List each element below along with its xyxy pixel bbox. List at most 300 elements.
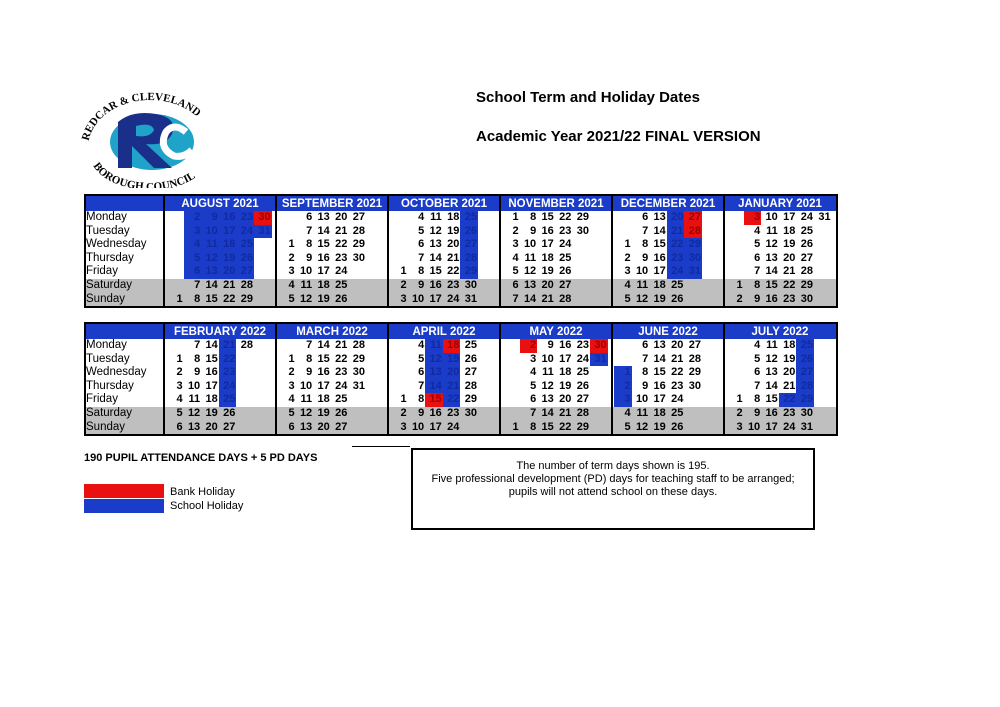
date-number: 4 [288, 393, 295, 406]
date-number: 27 [800, 366, 813, 379]
date-cell [632, 407, 650, 421]
date-number: 13 [523, 279, 537, 291]
date-number: 12 [429, 352, 442, 365]
date-cell [761, 353, 779, 367]
date-number: 14 [205, 339, 218, 351]
date-number: 29 [576, 420, 589, 433]
date-cell [649, 421, 667, 435]
note-line-3: pupils will not attend school on these days. [508, 486, 718, 498]
date-cell [614, 366, 632, 380]
date-number: 13 [765, 251, 778, 264]
date-cell [520, 238, 538, 252]
date-cell [166, 421, 184, 435]
date-cell [313, 380, 331, 394]
date-number: 20 [335, 211, 348, 223]
date-cell [443, 380, 461, 394]
date-number: 8 [754, 393, 761, 406]
date-number: 7 [306, 339, 313, 351]
date-cell [667, 211, 685, 225]
date-cell [744, 225, 762, 239]
date-number: 6 [754, 251, 761, 264]
date-number: 3 [736, 420, 743, 433]
date-number: 28 [559, 292, 572, 305]
date-cell [390, 293, 408, 307]
date-cell [313, 339, 331, 353]
date-cell [744, 380, 762, 394]
date-cell [779, 353, 797, 367]
date-cell [761, 265, 779, 279]
date-number: 23 [671, 379, 684, 392]
month-divider [387, 322, 389, 436]
date-cell [219, 265, 237, 279]
date-number: 3 [288, 265, 295, 278]
date-cell [684, 380, 702, 394]
date-number: 6 [642, 339, 649, 351]
date-cell [408, 421, 426, 435]
date-number: 18 [559, 366, 572, 379]
date-number: 21 [559, 407, 572, 419]
date-number: 13 [429, 238, 442, 251]
date-number: 18 [653, 407, 666, 419]
date-number: 22 [335, 352, 348, 365]
date-cell [236, 211, 254, 225]
date-number: 24 [559, 238, 572, 251]
date-cell [331, 393, 349, 407]
date-number: 26 [335, 292, 348, 305]
date-cell [184, 225, 202, 239]
svg-text:BOROUGH COUNCIL: BOROUGH COUNCIL [90, 160, 198, 188]
date-cell [590, 339, 608, 353]
month-divider [163, 194, 165, 308]
date-number: 26 [671, 292, 684, 305]
date-number: 7 [418, 251, 425, 264]
date-number: 14 [429, 251, 442, 264]
date-cell [520, 225, 538, 239]
date-number: 15 [653, 366, 666, 379]
date-number: 16 [429, 279, 442, 291]
date-cell [408, 225, 426, 239]
month-header: OCTOBER 2021 [388, 194, 500, 211]
date-cell [331, 225, 349, 239]
date-number: 5 [288, 407, 295, 419]
date-number: 16 [541, 224, 554, 237]
date-cell [408, 353, 426, 367]
date-number: 14 [317, 224, 330, 237]
date-cell [572, 407, 590, 421]
date-cell [744, 293, 762, 307]
date-cell [331, 279, 349, 293]
month-header: JUNE 2022 [612, 322, 724, 339]
date-cell [502, 225, 520, 239]
date-number: 12 [541, 379, 554, 392]
date-cell [744, 279, 762, 293]
date-cell [296, 293, 314, 307]
date-number: 30 [688, 379, 701, 392]
date-number: 1 [400, 393, 407, 406]
date-cell [520, 279, 538, 293]
date-cell [572, 353, 590, 367]
date-number: 21 [447, 379, 460, 392]
date-cell [331, 265, 349, 279]
date-number: 10 [747, 420, 761, 433]
month-header: JANUARY 2021 [724, 194, 836, 211]
month-divider [275, 194, 277, 308]
date-number: 23 [783, 292, 796, 305]
date-number: 30 [352, 251, 365, 264]
date-cell [331, 407, 349, 421]
date-number: 11 [766, 224, 778, 237]
date-cell [520, 407, 538, 421]
date-cell [726, 407, 744, 421]
date-cell [744, 265, 762, 279]
date-number: 18 [783, 224, 796, 237]
date-number: 11 [300, 279, 313, 291]
page-title: School Term and Holiday Dates [476, 89, 700, 106]
date-cell [331, 353, 349, 367]
date-cell [684, 339, 702, 353]
date-number: 29 [352, 352, 365, 365]
date-cell [649, 252, 667, 266]
date-cell [278, 421, 296, 435]
date-cell [555, 211, 573, 225]
date-cell [614, 238, 632, 252]
date-number: 2 [400, 407, 407, 419]
date-number: 15 [653, 238, 666, 251]
date-number: 9 [530, 224, 537, 237]
day-label-tuesday: Tuesday [86, 224, 130, 237]
date-cell [390, 407, 408, 421]
date-cell [460, 339, 478, 353]
date-number: 8 [194, 292, 201, 305]
date-cell [219, 393, 237, 407]
date-cell [590, 353, 608, 367]
date-number: 22 [559, 420, 572, 433]
date-cell [460, 211, 478, 225]
date-number: 19 [317, 292, 330, 305]
note-line-2: Five professional development (PD) days for teaching staff to be arranged; [431, 473, 795, 485]
date-number: 27 [559, 279, 572, 291]
date-number: 1 [736, 393, 743, 406]
date-number: 30 [352, 366, 365, 379]
date-cell [390, 421, 408, 435]
day-label-sunday: Sunday [84, 421, 164, 435]
date-cell [184, 252, 202, 266]
date-number: 4 [194, 238, 201, 251]
date-number: 23 [335, 366, 348, 379]
date-number: 2 [624, 251, 631, 264]
date-number: 26 [559, 265, 572, 278]
date-number: 19 [447, 352, 460, 365]
date-cell [313, 225, 331, 239]
date-number: 15 [317, 352, 330, 365]
date-number: 11 [300, 393, 313, 406]
date-cell [425, 393, 443, 407]
date-cell [254, 211, 272, 225]
date-cell [443, 279, 461, 293]
date-cell [278, 252, 296, 266]
date-cell [296, 407, 314, 421]
date-number: 23 [447, 279, 460, 291]
date-cell [443, 393, 461, 407]
date-number: 30 [576, 224, 589, 237]
date-cell [632, 211, 650, 225]
date-number: 10 [299, 265, 313, 278]
date-number: 18 [223, 238, 236, 251]
date-cell [614, 380, 632, 394]
date-number: 25 [335, 279, 348, 291]
date-number: 13 [541, 393, 554, 406]
date-cell [572, 380, 590, 394]
date-cell [555, 353, 573, 367]
date-cell [166, 353, 184, 367]
date-number: 9 [642, 251, 649, 264]
date-number: 17 [429, 420, 442, 433]
date-number: 18 [783, 339, 796, 351]
date-cell [331, 293, 349, 307]
date-number: 24 [447, 420, 460, 433]
date-number: 14 [653, 224, 666, 237]
date-number: 9 [194, 366, 201, 379]
date-cell [744, 366, 762, 380]
day-label-saturday: Saturday [84, 407, 164, 421]
date-cell [201, 252, 219, 266]
date-number: 13 [765, 366, 778, 379]
council-logo [74, 92, 224, 188]
date-cell [296, 339, 314, 353]
date-number: 15 [765, 279, 778, 291]
date-cell [425, 366, 443, 380]
date-number: 29 [352, 238, 365, 251]
date-cell [667, 252, 685, 266]
date-number: 17 [653, 393, 666, 406]
date-cell [744, 339, 762, 353]
date-number: 30 [594, 339, 607, 351]
date-cell [425, 225, 443, 239]
date-number: 22 [559, 211, 572, 223]
date-cell [460, 279, 478, 293]
date-cell [779, 380, 797, 394]
date-number: 8 [530, 211, 537, 223]
date-number: 14 [523, 292, 537, 305]
date-number: 6 [194, 265, 201, 278]
date-cell [408, 366, 426, 380]
date-number: 19 [653, 420, 666, 433]
date-cell [443, 293, 461, 307]
date-cell [408, 265, 426, 279]
date-cell [537, 339, 555, 353]
date-cell [649, 380, 667, 394]
date-number: 4 [624, 407, 631, 419]
date-number: 5 [288, 292, 295, 305]
date-number: 16 [317, 251, 330, 264]
date-number: 14 [205, 279, 218, 291]
date-number: 13 [187, 420, 201, 433]
date-cell [331, 211, 349, 225]
date-number: 21 [671, 352, 684, 365]
date-number: 30 [464, 279, 477, 291]
month-header: AUGUST 2021 [164, 194, 276, 211]
date-cell [296, 421, 314, 435]
date-cell [649, 339, 667, 353]
date-number: 5 [418, 224, 425, 237]
date-number: 14 [429, 379, 442, 392]
date-number: 1 [624, 366, 631, 379]
date-cell [520, 366, 538, 380]
date-cell [632, 421, 650, 435]
date-number: 19 [205, 407, 218, 419]
date-number: 1 [176, 352, 183, 365]
date-number: 24 [576, 352, 589, 365]
date-number: 22 [447, 265, 460, 278]
date-number: 2 [400, 279, 407, 291]
date-cell [796, 252, 814, 266]
month-divider [499, 194, 501, 308]
date-number: 15 [205, 352, 218, 365]
day-column-header [84, 322, 164, 339]
date-number: 20 [223, 265, 236, 278]
page-subtitle: Academic Year 2021/22 FINAL VERSION [476, 128, 761, 145]
date-number: 2 [736, 292, 743, 305]
date-cell [632, 366, 650, 380]
date-cell [667, 339, 685, 353]
date-number: 1 [176, 292, 183, 305]
date-number: 20 [447, 238, 460, 251]
date-cell [555, 225, 573, 239]
date-cell [649, 407, 667, 421]
date-number: 3 [400, 292, 407, 305]
date-number: 8 [418, 393, 425, 406]
date-cell [744, 421, 762, 435]
date-cell [166, 393, 184, 407]
day-label-thursday: Thursday [86, 251, 134, 264]
date-number: 13 [317, 211, 330, 223]
date-number: 4 [512, 251, 519, 264]
date-cell [537, 293, 555, 307]
date-cell [667, 421, 685, 435]
date-number: 28 [688, 224, 701, 237]
date-number: 18 [653, 279, 666, 291]
date-number: 29 [464, 393, 477, 406]
date-number: 29 [800, 393, 813, 406]
day-label-wednesday: Wednesday [86, 238, 147, 251]
date-cell [572, 225, 590, 239]
date-cell [313, 407, 331, 421]
date-cell [796, 421, 814, 435]
date-number: 1 [288, 352, 295, 365]
date-cell [408, 393, 426, 407]
date-number: 3 [512, 238, 519, 251]
date-cell [460, 380, 478, 394]
date-number: 20 [541, 279, 554, 291]
date-cell [460, 393, 478, 407]
date-number: 25 [671, 279, 684, 291]
date-cell [184, 407, 202, 421]
date-number: 4 [754, 224, 761, 237]
date-cell [443, 225, 461, 239]
date-cell [537, 238, 555, 252]
date-number: 25 [559, 251, 572, 264]
date-number: 24 [800, 211, 813, 223]
date-number: 14 [653, 352, 666, 365]
date-cell [408, 339, 426, 353]
date-number: 12 [635, 292, 649, 305]
date-number: 15 [429, 265, 442, 278]
date-cell [425, 407, 443, 421]
date-cell [425, 279, 443, 293]
date-cell [555, 393, 573, 407]
date-number: 5 [176, 407, 183, 419]
date-cell [684, 265, 702, 279]
date-number: 16 [223, 211, 236, 223]
date-number: 5 [754, 238, 761, 251]
date-cell [348, 225, 366, 239]
date-number: 13 [299, 420, 313, 433]
date-number: 4 [754, 339, 761, 351]
date-number: 5 [530, 379, 537, 392]
date-number: 21 [335, 339, 348, 351]
date-cell [684, 252, 702, 266]
month-header: APRIL 2022 [388, 322, 500, 339]
date-cell [744, 353, 762, 367]
date-number: 29 [800, 279, 813, 291]
date-cell [667, 238, 685, 252]
date-cell [313, 238, 331, 252]
date-cell [632, 293, 650, 307]
date-cell [667, 393, 685, 407]
date-number: 13 [429, 366, 442, 379]
date-cell [761, 421, 779, 435]
date-cell [779, 366, 797, 380]
date-cell [649, 279, 667, 293]
date-number: 10 [411, 420, 425, 433]
date-number: 26 [800, 352, 813, 365]
date-number: 5 [624, 292, 631, 305]
date-cell [296, 238, 314, 252]
date-cell [796, 238, 814, 252]
date-number: 9 [754, 292, 761, 305]
date-cell [502, 211, 520, 225]
date-number: 7 [512, 292, 519, 305]
date-cell [761, 339, 779, 353]
date-number: 19 [317, 407, 330, 419]
date-number: 27 [464, 366, 477, 379]
month-header: SEPTEMBER 2021 [276, 194, 388, 211]
date-number: 7 [642, 352, 649, 365]
date-number: 5 [754, 352, 761, 365]
date-number: 11 [188, 393, 201, 406]
date-number: 10 [635, 393, 649, 406]
date-number: 3 [400, 420, 407, 433]
date-number: 8 [530, 420, 537, 433]
date-number: 3 [288, 379, 295, 392]
date-number: 31 [688, 265, 701, 278]
term-days-note [411, 448, 815, 530]
date-cell [520, 265, 538, 279]
date-cell [520, 293, 538, 307]
date-cell [201, 380, 219, 394]
date-number: 1 [512, 420, 519, 433]
date-cell [667, 293, 685, 307]
date-cell [296, 279, 314, 293]
date-number: 19 [223, 251, 236, 264]
date-number: 5 [418, 352, 425, 365]
date-cell [779, 293, 797, 307]
date-number: 12 [765, 352, 778, 365]
date-number: 7 [754, 379, 761, 392]
date-cell [390, 265, 408, 279]
date-number: 4 [624, 279, 631, 291]
date-number: 24 [223, 379, 236, 392]
